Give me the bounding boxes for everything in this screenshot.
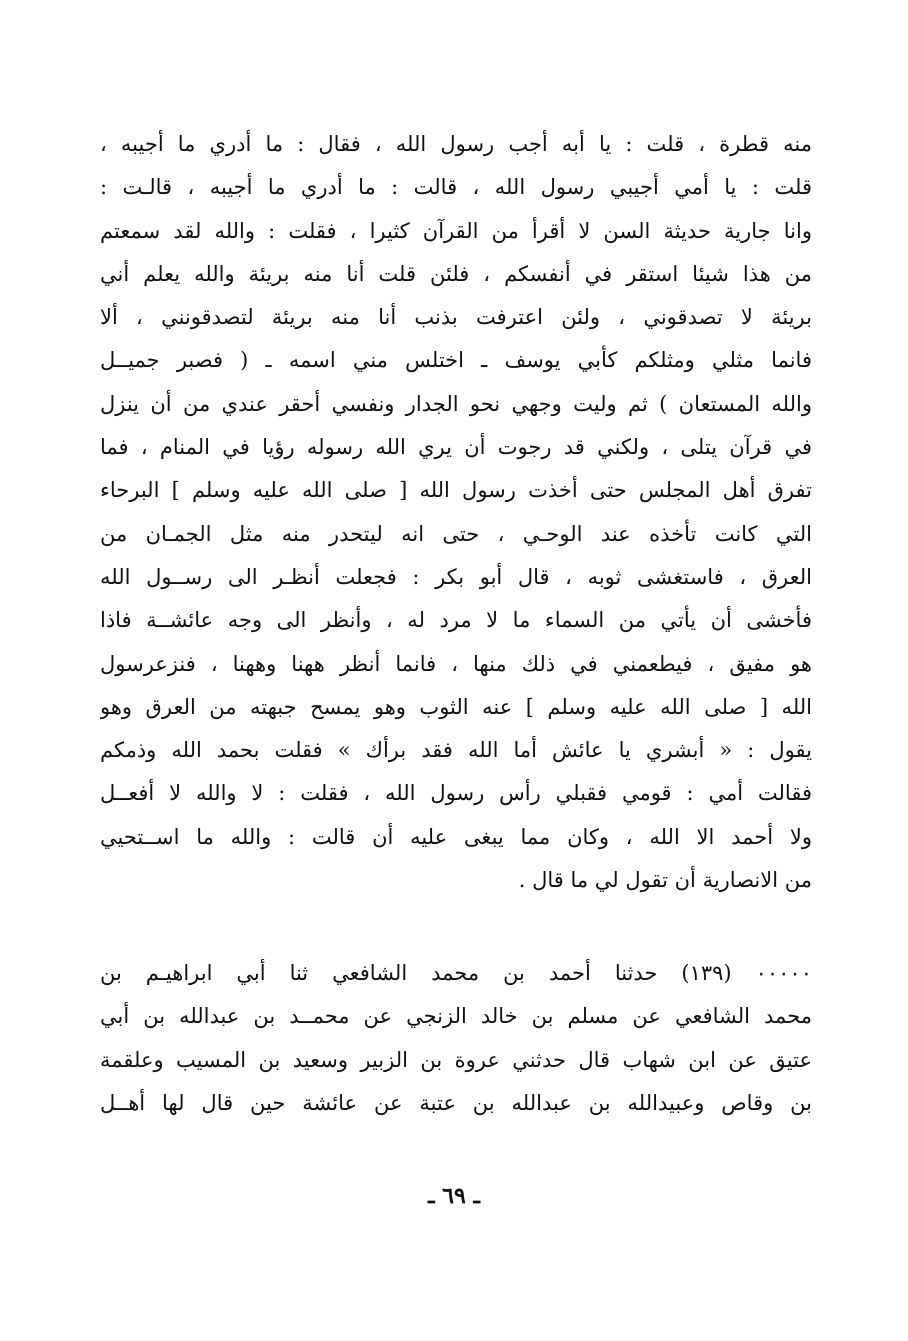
text-line: يقول : « أبشري يا عائش أما الله فقد برأك » فقلت بحمد الله وذمكم xyxy=(100,738,812,763)
text-line: ولا أحمد الا الله ، وكان مما يبغى عليه أن قالت : والله ما اســتحيي xyxy=(100,824,812,849)
text-line: التي كانت تأخذه عند الوحـي ، حتى انه ليتحدر منه مثل الجمـان من xyxy=(100,521,812,546)
text-line: الله [ صلى الله عليه وسلم ] عنه الثوب وهو يمسح جبهته من العرق وهو xyxy=(100,694,812,719)
text-line: تفرق أهل المجلس حتى أخذت رسول الله [ صلى الله عليه وسلم ] البرحاء xyxy=(100,478,812,503)
text-line: العرق ، فاستغشى ثوبه ، قال أبو بكر : فجعلت أنظـر الى رســول الله xyxy=(100,564,812,589)
text-line: فأخشى أن يأتي من السماء ما لا مرد له ، وأنظر الى وجه عائشــة فاذا xyxy=(100,608,812,633)
text-line: وانا جارية حديثة السن لا أقرأ من القرآن كثيرا ، فقلت : والله لقد سمعتم xyxy=(100,218,812,243)
text-line: منه قطرة ، قلت : يا أبه أجب رسول الله ، فقال : ما أدري ما أجيبه ، xyxy=(100,132,812,156)
text-line: بن وقاص وعبيدالله بن عبدالله بن عتبة عن عائشة حين قال لها أهــل xyxy=(100,1090,812,1115)
text-line: هو مفيق ، فيطعمني في ذلك منها ، فانما أنظر ههنا وههنا ، فنزعرسول xyxy=(100,651,812,676)
text-line: فانما مثلي ومثلكم كأبي يوسف ـ اختلس مني اسمه ـ ( فصبر جميــل xyxy=(100,348,812,373)
text-line: بريئة لا تصدقوني ، ولئن اعترفت بذنب أنا منه بريئة لتصدقونني ، ألا xyxy=(100,305,812,330)
paragraph-1 xyxy=(100,123,812,902)
text-line: من هذا شيئا استقر في أنفسكم ، فلئن قلت أنا منه بريئة والله يعلم أني xyxy=(100,261,812,286)
text-line: عتيق عن ابن شهاب قال حدثني عروة بن الزبير وسعيد بن المسيب وعلقمة xyxy=(100,1047,812,1072)
page-number: ـ ٦٩ ـ xyxy=(428,1183,480,1209)
text-line: فقالت أمي : قومي فقبلي رأس رسول الله ، فقلت : لا والله لا أفعــل xyxy=(100,781,812,806)
text-line: والله المستعان ) ثم وليت وجهي نحو الجدار ونفسي أحقر عندي من أن ينزل xyxy=(100,391,812,416)
text-line: قلت : يا أمي أجيبي رسول الله ، قالت : ما أدري ما أجيبه ، قالـت : xyxy=(100,175,812,200)
text-line: من الانصارية أن تقول لي ما قال . xyxy=(518,868,812,893)
text-line: ٠٠٠٠٠ (١٣٩) حدثنا أحمد بن محمد الشافعي ثنا أبي ابراهيـم بن xyxy=(100,961,812,985)
text-line: محمد الشافعي عن مسلم بن خالد الزنجي عن محمــد بن عبدالله بن أبي xyxy=(100,1004,812,1029)
text-line: في قرآن يتلى ، ولكني قد رجوت أن يري الله رسوله رؤيا في المنام ، فما xyxy=(100,435,812,460)
paragraph-2 xyxy=(100,952,812,1125)
